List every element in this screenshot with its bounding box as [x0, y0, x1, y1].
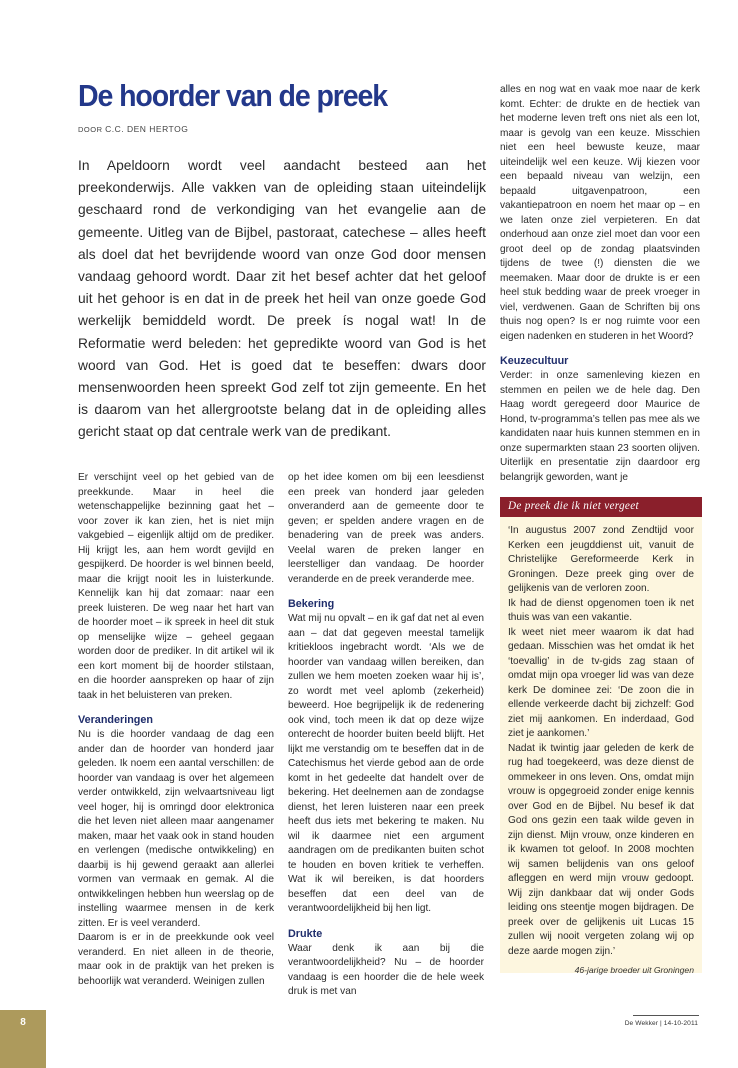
sidebar-paragraph: Ik had de dienst opgenomen toen ik net thuis was van een vakantie. — [508, 597, 694, 623]
section-heading-drukte: Drukte — [288, 927, 323, 940]
body-paragraph: Wat mij nu opvalt – en ik gaf dat net al even aan – dat dat gegeven meestal tamelijk kritiekloos ingebracht wordt. ‘Als we de hoorder van vandaag willen bereiken, dan zullen we hem moeten zoeken waar hij is’, zo wordt met veel aplomb (zekerheid) beweerd. Hoe begrijpelijk ik de redenering ook vind, toch meen ik dat op deze wijze onterecht de hoorder buiten beeld blijft. Het lijkt me verstandig om te beseffen dat in de Catechismus het vierde gebod aan de orde komt in het gedeelte dat handelt over de bekering. Het deelnemen aan de zondagse dienst, het leren luisteren naar een preek heeft dus iets met bekering te maken. Nu wil ik daarmee niet een argument aandragen om de predikanten buiten schot te houden en boven kritiek te verheffen. Wat ik wil bereiken, is dat hoorders beseffen dat een deel van de verantwoordelijkheid bij hen ligt. — [288, 613, 484, 914]
sidebar-box-body — [500, 517, 702, 978]
body-paragraph: alles en nog wat en vaak moe naar de kerk komt. Echter: de drukte en de hectiek van het moderne leven treft ons niet als een lot, maar is gevolg van een keuze. Misschien niet een heel bewuste keuze, maar uiteindelijk wel een keuze. Wij kiezen voor een bepaald niveau van welzijn, een bepaald uitgavenpatroon, een vakantiepatroon en noem het maar op – en we laten onze ziel verpieteren. En dat onderhoud aan onze ziel moet dan voor een groot deel op de zondag plaatsvinden tijdens de twee (!) diensten die we meemaken. Maar door de drukte is er een heel stuk bedding waar de preek vroeger in viel, verdwenen. Gaan de Schriften bij ons thuis nog open? Is er nog ruimte voor een eigen nadenken en studeren in het Woord? — [500, 84, 700, 342]
section-heading-keuzecultuur: Keuzecultuur — [500, 355, 569, 367]
intro-paragraph: In Apeldoorn wordt veel aandacht besteed aan het preekonderwijs. Alle vakken van de opleiding staan uiteindelijk geschaard rond de verkondiging van het evangelie aan de gemeente. Uitleg van de Bijbel, pastoraat, catechese – alles heeft als doel dat het bevrijdende woord van onze God door mensen vandaag gehoord wordt. Daar zit het besef achter dat het geloof uit het gehoor is en dat in de preek het heil van onze goede God werkelijk bemiddeld wordt. De preek ís nogal wat! In de Reformatie werd beleden: het gepredikte woord van God is het woord van God. Het is goed dat te beseffen: dwars door mensenwoorden heen spreekt God zelf tot zijn gemeente. En het is daarom van het allergrootste belang dat in de opleiding alles gericht staat op dat centrale werk van de predikant. — [78, 158, 486, 440]
byline — [78, 124, 188, 134]
article-title: De hoorder van de preek — [78, 78, 388, 113]
body-column-1 — [78, 471, 274, 989]
body-paragraph: op het idee komen om bij een leesdienst een preek van honderd jaar geleden onveranderd aan de gemeente door te geven; er spelden andere vragen en de benadering van de preek was anders. Veelal waren de preken langer en leerstelliger dan vandaag. De hoorder veranderde en de preek veranderde mee. — [288, 472, 484, 585]
footer-rule — [633, 1015, 699, 1016]
body-paragraph: Nu is die hoorder vandaag de dag een ander dan de hoorder van honderd jaar geleden. Ik noem een aantal verschillen: de hoorder van vandaag is over het algemeen verder ontwikkeld, zijn welvaartsniveau ligt veel hoger, hij is omringd door elektronica die het leven niet alleen maar aangenamer maken, maar het vaak ook in stand houden en verlengen (medische ontwikkeling) en daarbij is hij gewend geraakt aan allerlei vormen van vermaak en gemak. Al die ontwikkelingen hebben hun weerslag op de instelling waarmee mensen in de kerk zitten. Er is veel veranderd. — [78, 729, 274, 929]
publication-footer: De Wekker | 14-10-2011 — [624, 1020, 698, 1027]
section-heading-bekering: Bekering — [288, 598, 335, 610]
body-paragraph: Er verschijnt veel op het gebied van de preekkunde. Maar in heel die wetenschappelijke bezinning gaat het – voor zover ik kan zien, het is niet mijn vakgebied – eigenlijk altijd om de prediker. Hij krijgt les, aan hem wordt gevijld en gespijkerd. De hoorder is wel binnen beeld, maar die krijgt nooit les in luisterkunde. Kennelijk kan hij dat zomaar: naar een preek luisteren. De weg naar het hart van de hoorder moet – ik spreek in heel dit stuk op menselijke wijze – geheel gegaan worden door de prediker. In dit artikel wil ik een kort moment bij de hoorder stilstaan, en die hoorder aanspreken op haar of zijn taak in het beluisteren van preken. — [78, 472, 274, 701]
sidebar-box-title: De preek die ik niet vergeet — [500, 497, 702, 517]
section-heading-veranderingen: Veranderingen — [78, 714, 154, 726]
body-paragraph: Verder: in onze samenleving kiezen en stemmen en peilen we de hele dag. Den Haag wordt geregeerd door Maurice de Hond, tv-programma’s tellen pas mee als we kandidaten naar huis kunnen stemmen en in onze supermarkten staan 23 soorten olijven. Uiterlijk en presentatie zijn daardoor erg belangrijk geworden, want je — [500, 370, 700, 483]
page-number-tab — [0, 1010, 46, 1068]
sidebar-paragraph: Nadat ik twintig jaar geleden de kerk de rug had toegekeerd, was deze dienst de ommekeer in ons leven. Ons, omdat mijn vrouw is opgegroeid zonder enige kennis over God en de Bijbel. Nu besef ik dat God ons gezin een taak wilde geven in zijn dienst. Mijn vrouw, onze kinderen en ik kwamen tot geloof. In 2008 mochten wij samen belijdenis van ons geloof afleggen en werd mijn vrouw gedoopt. Wij zijn dankbaar dat wij onder Gods leiding ons steentje mogen bijdragen. De preek over de gelijkenis uit Lucas 15 zullen wij nooit vergeten zolang wij op deze aarde mogen zijn.’ — [508, 742, 694, 957]
body-paragraph: Daarom is er in de preekkunde ook veel veranderd. En niet alleen in de theorie, maar ook in de praktijk van het preken is behoorlijk wat veranderd. Weinigen zullen — [78, 932, 274, 987]
sidebar-signature: 46-jarige broeder uit Groningen — [574, 965, 694, 975]
body-column-2 — [288, 471, 484, 1000]
byline-author: C.C. DEN HERTOG — [105, 124, 189, 134]
testimony-sidebar-box — [500, 497, 702, 973]
sidebar-paragraph: ‘In augustus 2007 zond Zendtijd voor Kerken een jeugddienst uit, vanuit de Christelijke Gereformeerde Kerk in Groningen. Deze preek ging over de gelijkenis van de verloren zoon. — [508, 525, 694, 594]
sidebar-paragraph: Ik weet niet meer waarom ik dat had gedaan. Misschien was het omdat ik het ‘toevallig’ in de tv-gids zag staan of omdat mijn opa vroeger lid was van deze kerk De dominee zei: ‘De zoon die in ellende verkeerde dacht bij zichzelf: God ziet mij aankomen. En inderdaad, God ziet je aankomen.’ — [508, 626, 694, 739]
page-number: 8 — [20, 1017, 26, 1028]
body-column-3 — [500, 83, 700, 485]
byline-prefix: DOOR — [78, 125, 103, 134]
body-paragraph: Waar denk ik aan bij die verantwoordelijkheid? Nu – de hoorder vandaag is een hoorder die de hele week druk is met van — [288, 942, 484, 997]
